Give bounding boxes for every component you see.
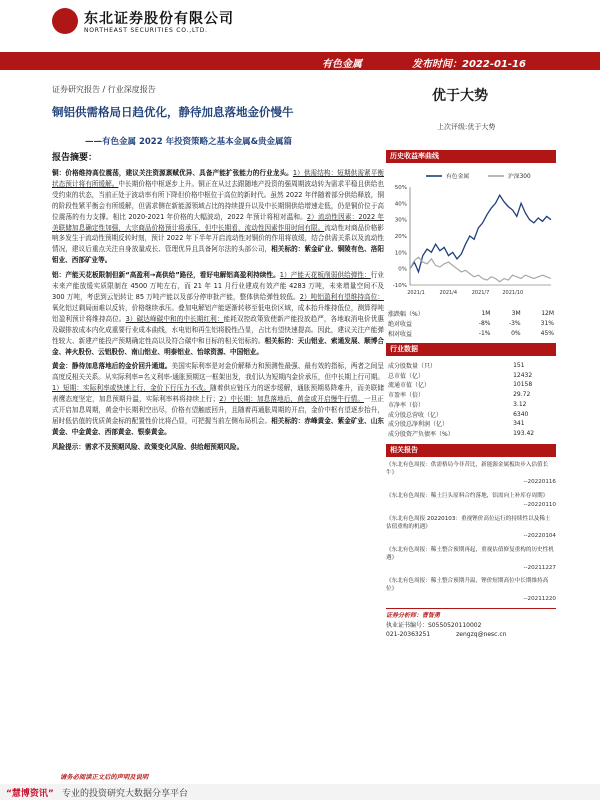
related-report-date: --20211220 <box>523 595 556 602</box>
analyst-contact <box>386 630 556 640</box>
company-name-en: NORTHEAST SECURITIES CO.,LTD. <box>84 27 208 34</box>
industry-data-value: 12432 <box>513 371 533 379</box>
industry-data-value: 29.72 <box>513 391 531 399</box>
related-report-date: --20220116 <box>523 479 556 486</box>
industry-data-row <box>386 399 556 409</box>
industry-data-label: 成分股总营收（亿） <box>388 411 443 419</box>
copper-lead: 铜：价格维持高位震荡，建议关注资源禀赋优异、具备产能扩张能力的行业龙头。 <box>52 169 293 177</box>
publish-date <box>412 55 526 70</box>
sidebar <box>386 150 556 640</box>
industry-data-value: 341 <box>513 420 525 428</box>
last-rating: 上次评级:优于大势 <box>437 123 496 131</box>
chart-section-title: 历史收益率曲线 <box>386 150 556 163</box>
summary-heading: 报告摘要： <box>52 153 98 163</box>
industry-data-row <box>386 380 556 390</box>
analyst-phone: 021-20363251 <box>386 631 431 639</box>
risk-paragraph <box>52 442 384 453</box>
industry-data-row <box>386 409 556 419</box>
performance-cell: 相对收益 <box>388 330 413 338</box>
performance-cell: -8% <box>478 320 491 328</box>
performance-cell: -3% <box>508 320 521 328</box>
legend-label: 沪深300 <box>508 174 531 180</box>
legend-label: 有色金属 <box>446 174 470 180</box>
industry-label: 有色金属 <box>322 59 362 70</box>
y-tick-label: 30% <box>394 217 407 224</box>
gold-lead: 黄金：静待加息落地后的金价回升通道。 <box>52 362 172 371</box>
publish-date-value: 2022-01-16 <box>462 59 526 70</box>
series-line-nonferrous <box>410 195 551 272</box>
report-type: 证券研究报告 / 行业深度报告 <box>52 85 156 94</box>
company-logo-icon <box>52 8 78 34</box>
performance-row <box>386 329 556 339</box>
y-tick-label: -10% <box>392 283 407 289</box>
x-tick-label: 2021/1 <box>407 290 425 296</box>
industry-data-label: 成分股资产负债率（%） <box>388 431 454 439</box>
copper-text-1: 中长期价格中枢逐步上升。铜正在从过去跟随地产投资的强周期波动转为需求平稳且供给也受约束的状态，当前正处于波动率有所下降但价格中枢位于高位的新时代。虽然 2022 年伴随着部分供给释放，铜的阶段性紧平衡会有所缓解，但需求侧在新能源领域占比的持续提升以及中长期铜供给增速走低，仍是铜价位于高位震荡的有力支撑。相比 2020-2021 年价格的大幅波动，2022 年预计将相对温和。 <box>52 179 385 221</box>
copper-text-2: 流动性对商品价格影响多发生于流动性预期反转时刻，预计 2022 年下半年开启流动性对铜价的作用将放缓，结合供需关系以及流动性情况，建议后重点关注自身放量成长、管理优异且具备阿尔法的头部公司， <box>52 223 385 254</box>
aluminum-capacity: 1）产能天花板削弱供给弹性： <box>279 271 371 280</box>
y-tick-label: 40% <box>394 201 407 208</box>
aluminum-text-2: 氧化铝过剩局面难以反转，价格继续承压。叠加电解铝产能逐渐转移至低电价区域，成本抬升维持低位，测算得吨铝盈利预计将维持高位。 <box>52 303 384 323</box>
performance-header: 3M <box>511 310 521 318</box>
copper-related: 相关标的：紫金矿业、铜陵有色、洛阳钼业、西部矿业等。 <box>52 245 385 265</box>
current-rating: 优于大势 <box>432 88 488 104</box>
copper-liquidity: 2）流动性因素：2022 年美联储加息确定性加强，大宗商品价格预计将承压，但中长期看，流动性因素作用时间有限。 <box>52 212 385 232</box>
performance-header: 12M <box>541 310 554 318</box>
x-tick-label: 2021/10 <box>502 290 524 296</box>
industry-data-row <box>386 419 556 429</box>
related-report-link[interactable]: 《东北有色周报：供需格局今非昔比，新能源金属板块步入估值长牛》 <box>386 461 549 476</box>
industry-data-row <box>386 360 556 370</box>
analyst-cert: 执业证书编号：S0550520110002 <box>386 621 482 629</box>
performance-cell: 45% <box>540 329 554 337</box>
industry-data-title: 行业数据 <box>386 343 556 356</box>
risk-warning: 风险提示：需求不及预期风险、政策变化风险、供给超预期风险。 <box>52 442 244 451</box>
x-tick-label: 2021/4 <box>439 290 458 296</box>
company-name-cn: 东北证券股份有限公司 <box>84 11 234 27</box>
industry-data-value: 10158 <box>513 381 533 389</box>
aluminum-related: 相关标的：天山铝业、索通发展、顺博合金、神火股份、云铝股份、南山铝业、明泰铝业、怡球资源、中国铝业。 <box>52 336 385 356</box>
performance-header-row <box>386 309 556 319</box>
gold-paragraph <box>52 361 384 437</box>
aluminum-paragraph <box>52 270 384 357</box>
analyst-info <box>386 608 556 640</box>
gold-long-term: 2）中长期：加息落地后，黄金或开启慢牛行情。 <box>219 395 365 404</box>
industry-data-row <box>386 370 556 380</box>
copper-paragraph <box>52 168 384 266</box>
performance-header: 1M <box>481 310 491 318</box>
related-reports-title: 相关报告 <box>386 444 556 457</box>
x-tick-label: 2021/7 <box>471 290 490 296</box>
aluminum-text-3: 能耗双控政策致使新产能投放趋严，各地取消电价优惠及碳排放成本内化成重要行业成本曲线，水电铝和再生铝将脱性凸显，占比有望快速提高。因此，建议关注产能弹性较大、新建产能投产预期确定性高以及符合碳中和目标的相关铝标的。 <box>52 314 385 345</box>
performance-row <box>386 319 556 329</box>
industry-data-row <box>386 429 556 439</box>
performance-cell: -1% <box>478 329 491 337</box>
industry-data-label: 流通市值（亿） <box>388 382 431 390</box>
gold-text-2: 随着供应链压力的逐步缓解，通胀预期易降难升，而美联储表鹰态度坚定，加息预期升温，实际利率料将持续上行； <box>52 384 384 404</box>
gold-short-term: 1）短期：实际利率或快速上行，金价下行压力不改。 <box>52 384 211 393</box>
series-line-csi300 <box>410 257 551 282</box>
analyst-title: 证券分析师：曹智勇 <box>386 608 556 621</box>
return-chart-svg <box>386 167 556 305</box>
aluminum-text-1: 行业未来产能放缓实质限制在 4500 万吨左右，而 21 年 11 月行业建成有效产能 4283 万吨，未来增量空间不及 300 万吨，考虑到云铝转让 85 万吨产能以及部分停审批产能，整体供给弹性较低。 <box>52 271 384 301</box>
y-tick-label: 10% <box>394 250 407 257</box>
aluminum-carbon: 3）碳达峰碳中和的中长期红利： <box>125 314 224 323</box>
gold-related: 相关标的：赤峰黄金、紫金矿业、山东黄金、中金黄金、西部黄金、银泰黄金。 <box>52 416 385 436</box>
related-report-date: --20220104 <box>523 533 556 540</box>
gold-text-1: 美国实际利率是对金价解释力和预测性最强、最有效的指标，两者之间呈高度反相关关系。从实际利率=名义利率-通胀预期这一框架出发，我们认为短期内金价承压，但中长期上行可期。 <box>52 362 385 382</box>
performance-cell: 0% <box>511 329 521 337</box>
related-report-link[interactable]: 《东北有色周报：稀土巨头原料合约落地，铝需向上补库存周期》 <box>386 492 549 499</box>
industry-data-label: 市净率（倍） <box>388 401 425 409</box>
related-report-link[interactable]: 《东北有色周报：稀土整合预期升温，锂价短期高位中长期维持高位》 <box>386 578 549 593</box>
aluminum-profit: 2）吨铝盈利有望维持高位： <box>299 292 384 301</box>
related-report-link[interactable]: 《东北有色周报：稀土整合预期再起，重视估值修复重构的历史性机遇》 <box>386 546 554 562</box>
performance-cell: 绝对收益 <box>388 321 413 329</box>
report-title: 铜铝供需格局日趋优化，静待加息落地金价慢牛 <box>52 105 294 119</box>
publish-label: 发布时间： <box>412 59 462 70</box>
y-tick-label: 20% <box>394 234 407 240</box>
industry-data-label: 成分股总净利润（亿） <box>388 421 449 429</box>
copper-supply-demand: 1）供需结构：短期供需紧平衡状态预计将有所缓解。 <box>52 169 385 188</box>
performance-table <box>386 309 556 338</box>
report-subtitle: ——有色金属 2022 年投资策略之基本金属&贵金属篇 <box>85 137 292 147</box>
related-report-link[interactable]: 《东北有色周报 20220103：重视锂价高位运行的持续性以及稀土估值重构的机遇》 <box>386 515 551 531</box>
industry-data-value: 3.12 <box>513 400 527 408</box>
performance-cell: 31% <box>540 320 554 328</box>
aluminum-lead: 铝：产能天花板限制但新“高盈利→高供给”路径，看好电解铝高盈利持续性。 <box>52 271 280 280</box>
industry-data-table <box>386 360 556 438</box>
y-tick-label: 0% <box>398 266 407 273</box>
related-report-date: --20220110 <box>523 502 556 509</box>
return-chart <box>386 167 556 305</box>
y-tick-label: 50% <box>394 185 407 191</box>
gold-text-3: 一旦正式开启加息周期，黄金中长期利空出尽，价格有望触底回升，且随着再通胀周期的开启，金价中枢有望逐步抬升，届时低估值的优质黄金标的配置性价比将凸显，可把握当前左侧布局机会。 <box>52 395 385 425</box>
industry-data-label: 成分股数量（只） <box>388 362 437 370</box>
footer-slogan: 专业的投资研究大数据分享平台 <box>62 789 189 799</box>
industry-data-label: 总市值（亿） <box>388 372 425 380</box>
industry-data-row <box>386 390 556 400</box>
related-reports-list <box>386 461 556 604</box>
related-report-date: --20211227 <box>523 564 556 571</box>
footer-logo: “慧博资讯” <box>6 789 54 799</box>
performance-header: 涨跌幅（%） <box>388 311 424 319</box>
disclaimer: 请务必阅读正文后的声明及说明 <box>60 774 149 781</box>
industry-data-value: 151 <box>513 361 525 369</box>
industry-data-label: 市盈率（倍） <box>388 392 425 400</box>
industry-data-value: 6340 <box>513 410 529 418</box>
analyst-email[interactable]: zengzq@nesc.cn <box>456 631 507 639</box>
industry-data-value: 193.42 <box>513 430 535 438</box>
summary-body <box>52 168 384 457</box>
